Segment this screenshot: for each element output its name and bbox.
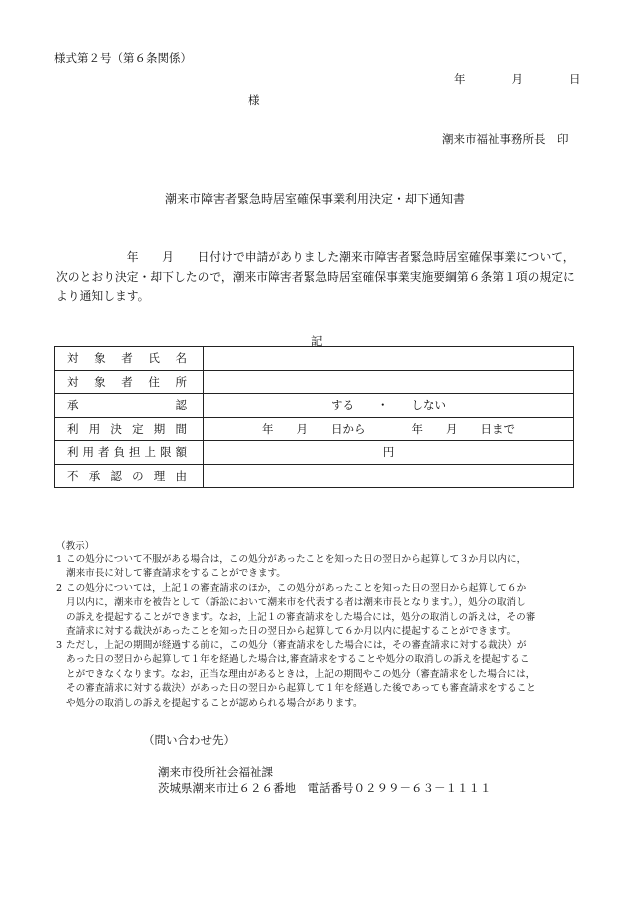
addressee-suffix: 様 xyxy=(248,93,260,107)
label-char: 決 xyxy=(110,421,122,436)
row-label-address xyxy=(55,370,204,394)
date-month: 月 xyxy=(511,72,523,86)
spread-label-reason xyxy=(55,468,203,484)
body-text: 年 月 日付けで申請がありました潮来市障害者緊急時居室確保事業について，次のとおり決定・却下したので，潮来市障害者緊急時居室確保事業実施要綱第６条第１項の規定により通知します。 xyxy=(56,250,575,303)
label-char: 担 xyxy=(129,445,141,460)
kyouji-heading: （教示） xyxy=(56,541,95,552)
label-char: 氏 xyxy=(148,351,160,366)
label-char: 名 xyxy=(175,351,187,366)
row-label-reason xyxy=(55,464,204,488)
label-char: 所 xyxy=(175,374,187,389)
ki-label: 記 xyxy=(311,334,323,348)
table-row xyxy=(55,347,574,371)
note-number: 2 xyxy=(56,583,63,594)
label-char: 利 xyxy=(67,421,79,436)
table-row xyxy=(55,441,574,465)
date-day: 日 xyxy=(569,72,581,86)
kyouji-note-1 xyxy=(56,553,580,582)
row-value-cap: 円 xyxy=(204,441,574,465)
decision-table xyxy=(54,346,574,488)
table-row xyxy=(55,394,574,418)
spread-label-name xyxy=(55,350,203,366)
note-line: その審査請求に対する裁決）があった日の翌日から起算して１年を経過した後であっても審査請求をすること xyxy=(66,683,536,695)
kyouji-note-3 xyxy=(56,639,580,711)
issuer: 潮来市福祉事務所長 印 xyxy=(442,132,569,146)
note-line: 潮来市長に対して審査請求をすることができます。 xyxy=(66,568,286,580)
label-char: 承 xyxy=(88,468,101,483)
table-row xyxy=(55,417,574,441)
note-line: この処分について不服がある場合は，この処分があったことを知った日の翌日から起算して３か月以内に， xyxy=(66,554,527,565)
label-char: 定 xyxy=(132,421,144,436)
spread-label-cap xyxy=(55,444,203,460)
label-char: 理 xyxy=(153,468,166,483)
label-char: 住 xyxy=(148,374,160,389)
row-value-reason xyxy=(204,464,574,488)
table-row xyxy=(55,464,574,488)
note-line: あった日の翌日から起算して１年を経過した場合は,審査請求をすることや処分の取消しの訴えを提起するこ xyxy=(66,654,530,666)
contact-address: 茨城県潮来市辻６２６番地 電話番号０２９９－６３－１１１１ xyxy=(158,781,492,795)
spread-label-approval xyxy=(55,397,203,413)
row-value-period: 年 月 日から 年 月 日まで xyxy=(204,417,574,441)
label-char: 額 xyxy=(175,445,187,460)
note-line: この処分については，上記１の審査請求のほか，この処分があったことを知った日の翌日から起算して６か xyxy=(66,583,527,594)
note-number: 1 xyxy=(56,554,63,565)
label-char: 不 xyxy=(67,468,79,483)
row-value-approval: する ・ しない xyxy=(204,394,574,418)
date-line xyxy=(454,71,581,87)
form-number: 様式第２号（第６条関係） xyxy=(54,51,192,65)
label-char: 利 xyxy=(67,445,79,460)
row-label-approval xyxy=(55,394,204,418)
label-char: の xyxy=(132,468,144,483)
date-year: 年 xyxy=(454,72,466,86)
note-number: 3 xyxy=(56,640,63,651)
kyouji-note-2 xyxy=(56,582,580,640)
spread-label-address xyxy=(55,374,203,390)
label-char: 者 xyxy=(98,445,110,460)
label-char: 象 xyxy=(94,374,106,389)
note-line: ただし，上記の期間が経過する前に，この処分（審査請求をした場合には，その審査請求に対する裁決）が xyxy=(66,640,527,651)
row-label-cap xyxy=(55,441,204,465)
label-char: 間 xyxy=(175,421,187,436)
label-char: 上 xyxy=(144,445,156,460)
note-line: 査請求に対する裁決があったことを知った日の翌日から起算して６か月以内に提起することができます。 xyxy=(66,626,517,638)
contact-heading: （問い合わせ先） xyxy=(143,733,235,747)
label-char: 限 xyxy=(160,445,172,460)
label-char: 象 xyxy=(94,351,106,366)
label-char: 用 xyxy=(82,445,94,460)
table-row xyxy=(55,370,574,394)
row-value-address xyxy=(204,370,574,394)
note-line: や処分の取消しの訴えを提起することが認められる場合があります。 xyxy=(66,697,363,709)
row-label-name xyxy=(55,347,204,371)
label-char: 対 xyxy=(67,351,79,366)
row-label-period xyxy=(55,417,204,441)
label-char: 負 xyxy=(113,445,125,460)
spread-label-period xyxy=(55,421,203,437)
document-title: 潮来市障害者緊急時居室確保事業利用決定・却下通知書 xyxy=(164,192,465,206)
label-char: 者 xyxy=(121,374,133,389)
label-char: 認 xyxy=(110,468,122,483)
note-line: の訴えを提起することができます。なお，上記１の審査請求をした場合には，処分の取消しの訴えは，その審 xyxy=(66,611,536,623)
note-line: 月以内に，潮来市を被告として（訴訟において潮来市を代表する者は潮来市長となります。），処分の取消し xyxy=(66,597,526,609)
label-char: 者 xyxy=(121,351,133,366)
label-char: 期 xyxy=(153,421,166,436)
label-char: 由 xyxy=(175,468,187,483)
label-char: 認 xyxy=(175,398,187,413)
label-char: 用 xyxy=(88,421,101,436)
contact-department: 潮来市役所社会福祉課 xyxy=(158,765,273,779)
note-line: とができなくなります。なお，正当な理由があるときは，上記の期間やこの処分（審査請求をした場合には， xyxy=(66,668,536,680)
label-char: 対 xyxy=(67,374,79,389)
row-value-name xyxy=(204,347,574,371)
label-char: 承 xyxy=(67,398,79,413)
